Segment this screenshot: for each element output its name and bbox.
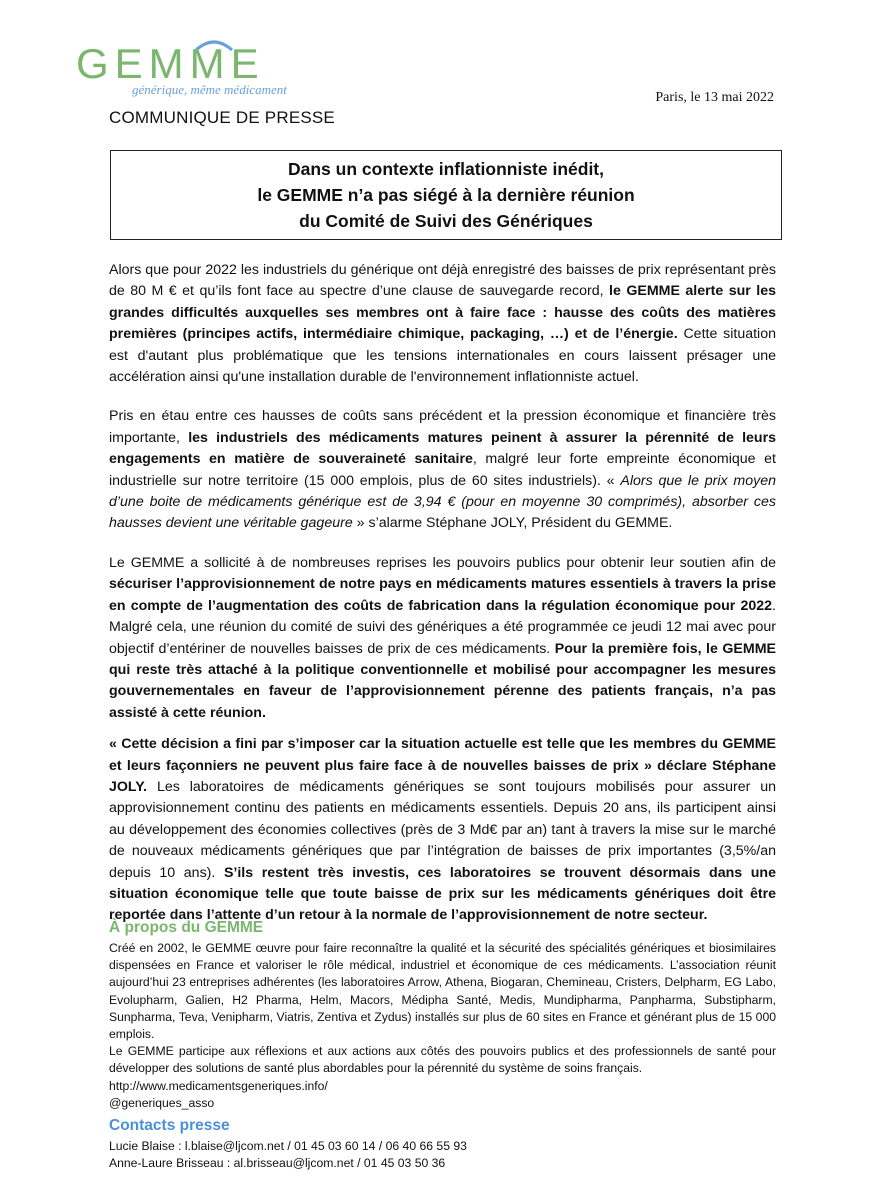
bold-run: les industriels des médicaments matures peinent à assurer la pérennité de leurs engagements en matière de souveraineté sanitaire bbox=[109, 429, 776, 468]
contacts-title: Contacts presse bbox=[109, 1117, 230, 1134]
document-type-label: COMMUNIQUE DE PRESSE bbox=[109, 108, 335, 127]
about-title: À propos du GEMME bbox=[109, 919, 264, 936]
text-run: Alors que pour 2022 les industriels du générique ont déjà enregistré des baisses de prix représentant près de 80 M € et qu’ils font face au spectre d’une clause de sauvegarde record, bbox=[109, 262, 776, 300]
text-run: Cette situation est d'autant plus problématique que les tensions internationales en cours laissent présager une accélération ainsi qu'une installation durable de l'environnement inflationniste actuel. bbox=[109, 326, 776, 386]
article-body bbox=[109, 260, 776, 945]
headline-box bbox=[110, 150, 782, 240]
quote-run: Alors que le prix moyen d’une boite de médicaments générique est de 3,94 € (pour en moyenne 30 comprimés), absorber ces hausses devient une véritable gageure bbox=[109, 472, 776, 532]
about-paragraph-2: Le GEMME participe aux réflexions et aux actions aux côtés des pouvoirs publics et des professionnels de santé pour développer des solutions de santé plus abordables pour la pérennité du système de soins français. bbox=[109, 1044, 776, 1076]
press-contacts bbox=[109, 1116, 776, 1172]
bold-run: S’ils restent très investis, ces laboratoires se trouvent désormais dans une situation économique telle que toute baisse de prix sur les médicaments génériques doit être reportée dans l’attente d’un retour à la normale de l’approvisionnement de notre secteur. bbox=[109, 864, 776, 924]
text-run: . Malgré cela, une réunion du comité de suivi des génériques a été programmée ce jeudi 12 mai avec pour objectif d’entériner de nouvelles baisses de prix de ces médicaments. bbox=[109, 597, 776, 657]
about-section bbox=[109, 918, 776, 1112]
paragraph-2 bbox=[109, 406, 776, 534]
bold-run: Pour la première fois, le GEMME qui reste très attaché à la politique conventionnelle et mobilisé pour accompagner les mesures gouvernementales en faveur de l’approvisionnement pérenne des patients français, n’a pas assisté à cette réunion. bbox=[109, 640, 776, 721]
contact-line-1: Lucie Blaise : l.blaise@ljcom.net / 01 45 03 60 14 / 06 40 66 55 93 bbox=[109, 1139, 467, 1153]
headline-line-3: du Comité de Suivi des Génériques bbox=[299, 211, 593, 231]
bold-run: « Cette décision a fini par s’imposer car la situation actuelle est telle que les membres du GEMME et leurs façonniers ne peuvent plus faire face à de nouvelles baisses de prix » déclare Stéphane JOLY. bbox=[109, 736, 776, 795]
bold-run: sécuriser l’approvisionnement de notre pays en médicaments matures essentiels à travers la prise en compte de l’augmentation des coûts de fabrication dans la régulation économique pour 2022 bbox=[109, 576, 776, 614]
paragraph-4 bbox=[109, 734, 776, 927]
bold-run: le GEMME alerte sur les grandes difficultés auxquelles ses membres ont à faire face : hausse des coûts des matières premières (principes actifs, intermédiaire chimique, packaging, …) et de l’énergie. bbox=[109, 283, 777, 343]
website-link[interactable]: http://www.medicamentsgeneriques.info/ bbox=[109, 1078, 328, 1093]
logo-wordmark: GEMME bbox=[76, 40, 265, 87]
paragraph-1 bbox=[109, 260, 776, 388]
headline-line-1: Dans un contexte inflationniste inédit, bbox=[288, 159, 604, 179]
text-run: Pris en étau entre ces hausses de coûts sans précédent et la pression économique et financière très importante, bbox=[109, 408, 776, 446]
text-run: Les laboratoires de médicaments génériques se sont toujours mobilisés pour assurer un approvisionnement continu des patients en médicaments essentiels. Depuis 20 ans, ils participent ainsi au développement des économies collectives (près de 3 Md€ par an) tant à travers la mise sur le marché de nouveaux médicaments génériques que par l’intégration de baisses de prix importantes (3,5%/an depuis 10 ans). bbox=[109, 778, 776, 881]
text-run: , malgré leur forte empreinte économique et industrielle sur notre territoire (15 000 emplois, plus de 60 sites industriels). « bbox=[109, 451, 776, 489]
social-handle[interactable]: @generiques_asso bbox=[109, 1095, 215, 1110]
headline-line-2: le GEMME n’a pas siégé à la dernière réunion bbox=[257, 185, 635, 205]
logo-tagline: générique, même médicament bbox=[132, 82, 287, 97]
gemme-logo bbox=[76, 40, 316, 104]
about-paragraph-1: Créé en 2002, le GEMME œuvre pour faire reconnaître la qualité et la sécurité des spécialités génériques et biosimilaires dispensées en France et valoriser le rôle médical, industriel et économique de ces médicaments. L’association réunit aujourd’hui 23 entreprises adhérentes (les laboratoires Arrow, Athena, Biogaran, Chemineau, Cristers, Delpharm, EG Labo, Evolupharm, Galien, H2 Pharma, Helm, Macors, Médipha Santé, Medis, Mundipharma, Panpharma, Substipharm, Sunpharma, Teva, Venipharm, Viatris, Zentiva et Zydus) installés sur plus de 60 sites en France et générant plus de 15 000 emplois. bbox=[109, 941, 776, 1042]
text-run: » s’alarme Stéphane JOLY, Président du GEMME. bbox=[352, 515, 673, 532]
paragraph-3 bbox=[109, 553, 776, 724]
text-run: Le GEMME a sollicité à de nombreuses reprises les pouvoirs publics pour obtenir leur soutien afin de bbox=[109, 554, 776, 571]
contact-line-2: Anne-Laure Brisseau : al.brisseau@ljcom.net / 01 45 03 50 36 bbox=[109, 1156, 446, 1171]
release-date: Paris, le 13 mai 2022 bbox=[655, 90, 774, 105]
